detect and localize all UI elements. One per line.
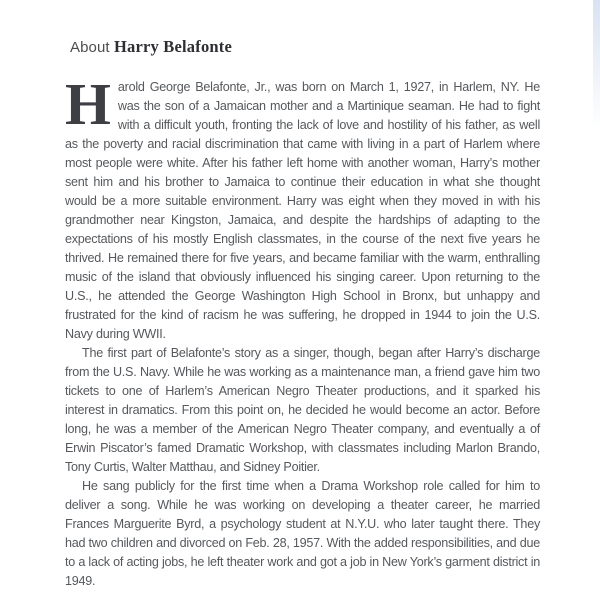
page-edge-shadow <box>593 0 600 130</box>
paragraph-text: The first part of Belafonte’s story as a singer, though, began after Harry’s discharge from the U.S. Navy. While he was working as a maintenance man, a friend gave him two tickets to one of Harlem’s American Negro Theater productions, and it sparked his interest in dramatics. From this point on, he decided he would become an actor. Before long, he was a member of the American Negro Theater company, and eventually a of Erwin Piscator’s famed Dramatic Workshop, with classmates including Marlon Brando, Tony Curtis, Walter Matthau, and Sidney Poitier. <box>65 346 540 474</box>
paragraph-text: He sang publicly for the first time when a Drama Workshop role called for him to deliver a song. While he was working on developing a theater career, he married Frances Marguerite Byrd, a psychology student at N.Y.U. who later taught there. They had two children and divorced on Feb. 28, 1957. With the added responsibilities, and due to a lack of acting jobs, he left theater work and got a job in New York’s garment district in 1949. <box>65 479 540 588</box>
paragraph <box>65 344 540 477</box>
article-body <box>65 71 540 591</box>
title-prefix: About <box>70 39 110 56</box>
title-subject-name: Harry Belafonte <box>113 37 232 56</box>
drop-cap: H <box>65 71 111 137</box>
paragraph <box>65 71 540 344</box>
paragraph-text: arold George Belafonte, Jr., was born on March 1, 1927, in Harlem, NY. He was the son of a Jamaican mother and a Martinique seaman. He had to fight with a difficult youth, fronting the lack of love and hostility of his father, as well as the poverty and racial discrimination that came with living in a part of Harlem where most people were white. After his father left home with another woman, Harry’s mother sent him and his brother to Jamaica to continue their education in what she thought would be a more suitable environment. Harry was eight when they moved in with his grandmother near Kingston, Jamaica, and despite the hardships of adapting to the expectations of his mostly English classmates, in the course of the next five years he thrived. He remained there for five years, and became familiar with the warm, enthralling music of the island that obviously influenced his singing career. Upon returning to the U.S., he attended the George Washington High School in Bronx, but unhappy and frustrated for the kind of racism he was suffering, he dropped in 1944 to join the U.S. Navy during WWII. <box>65 80 540 341</box>
page-title <box>70 37 540 57</box>
paragraph <box>65 477 540 591</box>
